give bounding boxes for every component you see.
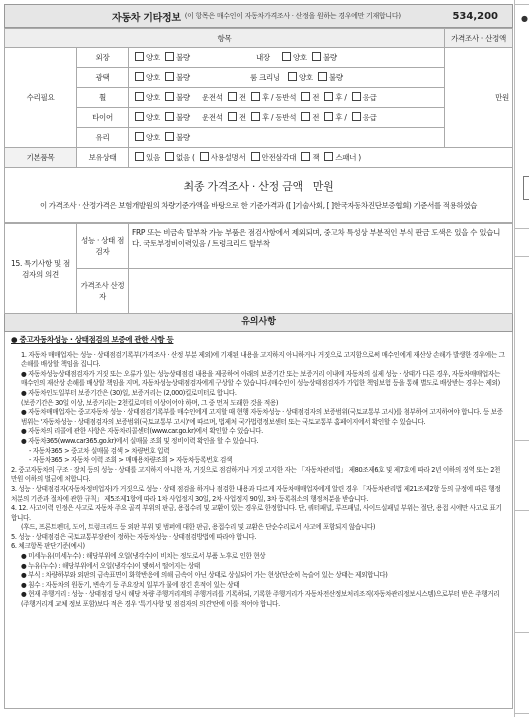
checkbox[interactable]	[135, 132, 144, 141]
note-line: ● 부식 : 차량하부와 외판의 금속표면이 화학반응에 의해 금속이 아닌 상태로 상실되어 가는 현상(단순히 녹슬어 있는 상태는 제외합니다)	[21, 571, 388, 580]
checkbox[interactable]	[228, 92, 237, 101]
checkbox[interactable]	[251, 92, 260, 101]
checkbox[interactable]	[165, 72, 174, 81]
checkbox[interactable]	[352, 112, 361, 121]
checkbox[interactable]	[228, 112, 237, 121]
checkbox[interactable]	[135, 152, 144, 161]
checkbox[interactable]	[301, 152, 310, 161]
row-gloss: 양호 불량 룸 크리닝 양호 불량	[129, 68, 445, 88]
caution-header: 유의사항	[4, 314, 513, 332]
section-title: 자동차 기타정보	[112, 12, 181, 24]
checkbox[interactable]	[301, 92, 310, 101]
note-line: - 자동차365 > 중고차 실매물 검색 > 차량번호 입력	[29, 446, 170, 455]
label-tire: 타이어	[77, 108, 129, 128]
note-line: ● 현재 주행거리 : 성능 · 상태점검 당시 해당 차량 주행거리계의 주행거리를 기록하되, 기록한 주행거리가 자동차전산정보처리조직(자동차관리정보시스템)으로부터 받은 주행거리(주행거리계 교체 정보 포함)보다 적은 경우 '특기사항 및 점검자의 의견'란에 이를 적어야 합니다.	[21, 590, 500, 609]
checkbox[interactable]	[165, 132, 174, 141]
basic-items-label: 기본품목	[5, 148, 77, 168]
note-line: ● 자동차성능상태점검자가 거짓 또는 오류가 있는 성능상태점검 내용을 제공하여 아래의 보증기간 또는 보증거리 이내에 자동차의 실제 성능 · 상태가 다른 경우, 자동차매매업자는 매수인의 재산상 손해를 배상할 책임을 지며, 자동차성능상태점검자에게 구상할 수 있습니다.(매수인이 성능상태점검자가 가입한 책임보험 등을 통해 별도로 배상받는 경우는 제외)	[21, 369, 500, 388]
label-gloss: 광택	[77, 68, 129, 88]
vehicle-other-info-page	[4, 4, 513, 713]
opinion-table	[4, 223, 513, 314]
col-price: 가격조사 · 산정액	[445, 29, 513, 48]
checkbox[interactable]	[165, 152, 174, 161]
note-line: ● 자동차인도일부터 보증기간은 (30)일, 보증거리는 (2,000)킬로미터로 합니다.	[21, 388, 237, 397]
checkbox[interactable]	[318, 72, 327, 81]
checkbox[interactable]	[282, 52, 291, 61]
checkbox[interactable]	[135, 112, 144, 121]
row-wheel: 양호 불량 운전석 전 후 / 동반석 전 후 / 응급	[129, 88, 445, 108]
note-line: 1. 자동차 매매업자는 성능 · 상태점검기록부(가격조사 · 산정 부분 제외)에 기재된 내용을 고지하지 아니하거나 거짓으로 고지함으로써 매수인에게 재산상 손해가 발생한 경우에는 그 손해를 배상할 책임을 집니다.	[21, 350, 505, 369]
note-line: 6. 체크항목 판단기준(예시)	[11, 542, 85, 551]
label-interior: 내장	[255, 53, 270, 62]
adjacent-page-edge: ●	[514, 0, 529, 717]
checkbox[interactable]	[324, 152, 333, 161]
repair-unit: 만원	[445, 48, 513, 148]
note-line: ● 미세누유(미세누수) : 해당부위에 오일(냉각수)이 비치는 정도로서 부품 노후로 인한 현상	[21, 552, 266, 561]
final-price-unit: 만원	[312, 180, 334, 193]
notes-title: ● 중고자동차성능 · 상태점검의 보증에 관한 사항 등	[11, 335, 174, 344]
checkbox[interactable]	[200, 152, 209, 161]
note-line: (보증기간은 30일 이상, 보증거리는 2천킬로미터 이상이어야 하며, 그 중 먼저 도래한 것을 적용)	[21, 398, 279, 407]
note-line: (후드, 프론트펜더, 도어, 트렁크리드 등 외판 부위 및 범퍼에 대한 판금, 용접수리 및 교환은 단순수리로서 사고에 포함되지 않습니다)	[21, 523, 376, 532]
checkbox[interactable]	[135, 72, 144, 81]
row-glass: 양호 불량	[129, 128, 445, 148]
label-wheel: 휠	[77, 88, 129, 108]
label-exterior: 외장	[77, 48, 129, 68]
final-price-title: 최종 가격조사 · 산정 금액	[183, 180, 303, 193]
opinion-label: 15. 특기사항 및 점검자의 의견	[5, 224, 77, 314]
note-line: ● 누유(누수) : 해당부위에서 오일(냉각수)이 맺혀서 떨어지는 상태	[21, 561, 200, 570]
label-room-cleaning: 룸 크리닝	[249, 73, 280, 82]
row-exterior: 양호 불량 내장 양호 불량	[129, 48, 445, 68]
repair-needed-label: 수리필요	[5, 48, 77, 148]
checkbox[interactable]	[251, 112, 260, 121]
checkbox[interactable]	[135, 92, 144, 101]
note-line: 2. 중고자동차의 구조 · 장치 등의 성능 · 상태를 고지하지 아니한 자, 거짓으로 점검하거나 거짓 고지한 자는 「자동차관리법」 제80조제6호 및 제7호에 따라 2년 이하의 징역 또는 2천만원 이하의 벌금에 처합니다.	[11, 465, 501, 484]
note-line: ● 자동차의 리콜에 관한 사항은 자동차리콜센터(www.car.go.kr)에서 확인할 수 있습니다.	[21, 427, 263, 436]
checkbox[interactable]	[251, 152, 260, 161]
checkbox[interactable]	[324, 92, 333, 101]
section-subtitle: (이 항목은 매수인이 자동차가격조사 · 산정을 원하는 경우에만 기재합니다)	[184, 12, 401, 20]
row-basic-items: 있음 없음 ( 사용설명서 안전삼각대 잭 스패너 )	[129, 148, 513, 168]
checkbox[interactable]	[135, 52, 144, 61]
label-glass: 유리	[77, 128, 129, 148]
note-line: 3. 성능 · 상태점검자(자동차정비업자)가 거짓으로 성능 · 상태 점검을 하거나 점검한 내용과 다르게 자동차매매업자에게 알린 경우 「자동차관리법 제21조제2항 등의 규정에 따른 행정처분의 기준과 절차에 관한 규칙」 제5조제1항에 따라 1차 사업정지 30일, 2차 사업정지 90일, 3차 등록취소의 행정처분을 받습니다.	[11, 484, 501, 503]
checkbox[interactable]	[324, 112, 333, 121]
section-title-bar	[4, 4, 513, 28]
note-line: ● 자동차365(www.car365.go.kr)에서 실매물 조회 및 정비이력 확인을 할 수 있습니다.	[21, 436, 259, 445]
checkbox[interactable]	[165, 52, 174, 61]
notes-section	[4, 332, 513, 709]
note-line: ● 자동차매매업자는 중고자동차 성능 · 상태점검기록부를 매수인에게 고지할 때 현행 자동차성능 · 상태점검자의 보증범위(국토교통부 고시)를 첨부하여 고지하여야 합니다. 등 보증범위는 '자동차성능 · 상태점검자의 보증범위(국토교통부 고시)'에 따르며, 법제처 국가법령정보센터 또는 국토교통부 홈페이지에서 확인할 수 있습니다.	[21, 408, 503, 426]
repair-table	[4, 28, 513, 168]
checkbox[interactable]	[352, 92, 361, 101]
row-tire: 양호 불량 운전석 전 후 / 동반석 전 후 / 응급	[129, 108, 445, 128]
checkbox[interactable]	[165, 112, 174, 121]
possession-label: 보유상태	[77, 148, 129, 168]
checkbox[interactable]	[288, 72, 297, 81]
checkbox[interactable]	[312, 52, 321, 61]
note-line: 5. 성능 · 상태점검은 국토교통부장관이 정하는 자동차성능 · 상태점검방법에 따라야 합니다.	[11, 532, 256, 541]
checkbox[interactable]	[165, 92, 174, 101]
note-line: 4. 12. 사고이력 인정은 사고로 자동차 주요 골격 부위의 판금, 용접수리 및 교환이 있는 경우로 한정합니다. 단, 쿼터패널, 루프패널, 사이드실패널 부위는 절단, 용접 시에만 사고로 표기합니다.	[11, 504, 502, 522]
note-line: ● 침수 : 자동차의 원동기, 변속기 등 주요장치 일부가 물에 잠긴 흔적이 있는 상태	[21, 580, 240, 589]
col-item: 항목	[5, 29, 445, 48]
note-line: - 자동차365 > 자동차 이력 조회 > 매매용차량조회 > 자동차등록번호 검색	[29, 456, 233, 465]
checkbox[interactable]	[301, 112, 310, 121]
total-amount: 534,200	[452, 10, 498, 22]
final-price-description: 이 가격조사 · 산정가격은 보험개발원의 차량기준가액을 바탕으로 한 기준가격과 ([ ]기술사회, [ ]한국자동차진단보증협회) 기준서를 적용하였습	[39, 201, 478, 210]
inspector-label: 성능 · 상태 점검자	[77, 224, 129, 269]
appraiser-opinion	[129, 269, 513, 314]
inspector-opinion: FRP 또는 비금속 탈부착 가능 부품은 점검사항에서 제외되며, 중고차 특성상 부분적인 부식 판금 도색은 있을 수 있습니다. 국토부정비이력있음 / 트렁크리드 탈부착	[129, 224, 513, 269]
appraiser-label: 가격조사 산정자	[77, 269, 129, 314]
final-price-section	[4, 168, 513, 223]
